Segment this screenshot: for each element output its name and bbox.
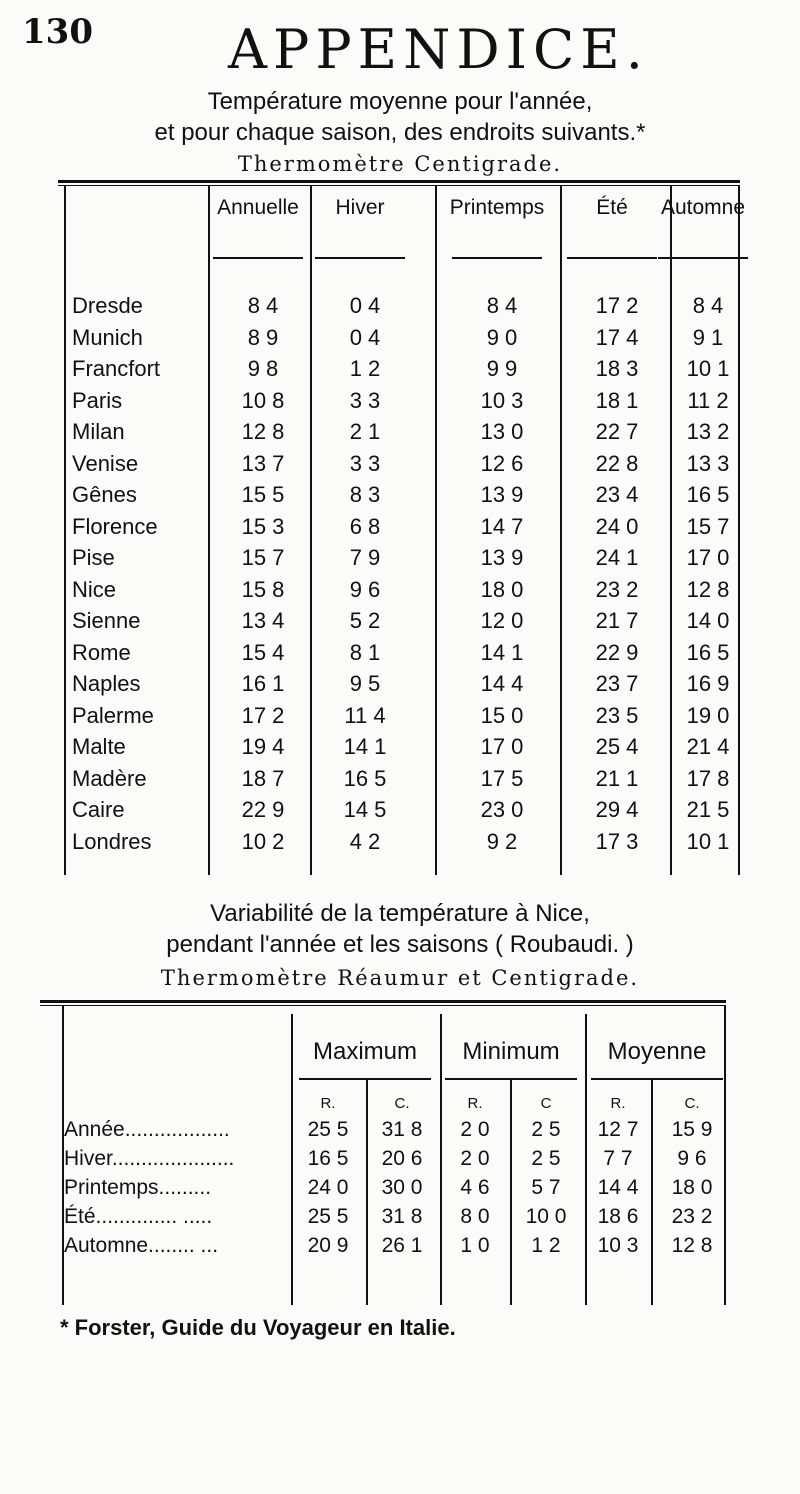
table1-city: Venise (72, 450, 139, 476)
table1-value: 29 4 (595, 797, 639, 822)
table1-header-3: Été (596, 196, 628, 219)
table1-value: 8 9 (247, 324, 279, 350)
table2-value: 23 2 (671, 1205, 713, 1228)
table1-city: Rome (72, 639, 131, 665)
table1-value: 12 8 (241, 419, 285, 444)
table2-row-label: Printemps......... (64, 1176, 212, 1199)
table1-value: 2 1 (349, 419, 381, 444)
table1-header-underline (658, 257, 748, 259)
table2-value: 20 6 (381, 1147, 423, 1170)
table1-value: 4 2 (349, 828, 381, 854)
table1-value: 16 5 (686, 639, 730, 665)
table1-header-underline (315, 257, 405, 259)
table1-caption-line2: et pour chaque saison, des endroits suivants.* (154, 119, 646, 146)
table1-value: 9 1 (692, 324, 724, 350)
table1-value: 22 8 (595, 450, 639, 476)
table2-group-underline (591, 1078, 723, 1080)
table1-value: 5 2 (349, 608, 381, 633)
table1-header-underline (567, 257, 657, 259)
table2-value: 31 8 (381, 1205, 423, 1228)
table1-city: Dresde (72, 293, 143, 318)
table2-value: 31 8 (381, 1118, 423, 1141)
table2-subheader: C. (394, 1095, 410, 1112)
table1-value: 18 0 (480, 576, 524, 602)
table1-value: 17 2 (595, 293, 639, 318)
table1-value: 13 0 (480, 419, 524, 444)
table1-city: Naples (72, 671, 141, 696)
table1-value: 15 3 (241, 513, 285, 539)
table1-column-rule (208, 185, 210, 875)
table1-header-0: Annuelle (217, 196, 299, 219)
table1-column-rule (560, 185, 562, 875)
table1-value: 21 1 (595, 765, 639, 791)
table1-header-underline (452, 257, 542, 259)
table1-header-2: Printemps (449, 196, 545, 219)
table1-value: 1 2 (349, 356, 381, 381)
table1-value: 8 4 (692, 293, 724, 318)
table2-subheader: C. (684, 1095, 700, 1112)
table2-value: 1 2 (531, 1234, 561, 1257)
table1-value: 10 3 (480, 387, 524, 413)
table2-row-label: Automne........ ... (64, 1234, 219, 1257)
table1-value: 10 1 (686, 356, 730, 381)
table1-value: 22 9 (595, 639, 639, 665)
table1-value: 18 7 (241, 765, 285, 791)
table1-caption-line1: Température moyenne pour l'année, (207, 88, 593, 115)
table1-value: 13 4 (241, 608, 285, 633)
table2-caption-line2: pendant l'année et les saisons ( Roubaudi. ) (166, 931, 634, 958)
table2-value: 2 0 (460, 1147, 490, 1170)
table1-value: 13 2 (686, 419, 730, 444)
table1-value: 13 3 (686, 450, 730, 476)
table1-value: 17 3 (595, 828, 639, 854)
table1-value: 22 7 (595, 419, 639, 444)
table1-value: 16 5 (686, 482, 730, 507)
table1-city: Londres (72, 828, 152, 854)
table1-city: Nice (72, 576, 117, 602)
table2-value: 10 0 (525, 1205, 567, 1228)
table1-header-1: Hiver (335, 196, 385, 219)
table2-value: 25 5 (307, 1205, 349, 1228)
table1-value: 19 4 (241, 734, 285, 759)
table1-thermometer: Thermomètre Centigrade. (237, 152, 563, 176)
table1-value: 24 0 (595, 513, 639, 539)
table2-row-label: Hiver..................... (64, 1147, 235, 1170)
table2-subheader: C (540, 1095, 552, 1112)
table2-value: 8 0 (460, 1205, 490, 1228)
table1-value: 15 8 (241, 576, 285, 602)
table1-value: 23 2 (595, 576, 639, 602)
table1-city: Caire (72, 797, 125, 822)
table1-left-border (64, 185, 66, 875)
table2-value: 10 3 (597, 1234, 639, 1257)
table2-caption-line1: Variabilité de la température à Nice, (210, 900, 590, 927)
table1-value: 0 4 (349, 293, 381, 318)
table1-value: 14 1 (480, 639, 524, 665)
table1-value: 15 4 (241, 639, 285, 665)
table1-value: 23 7 (595, 671, 639, 696)
table2-value: 2 5 (531, 1147, 561, 1170)
table2-group-header-1: Minimum (462, 1038, 560, 1065)
table1-value: 8 3 (349, 482, 381, 507)
table1-header-4: Automne (660, 196, 746, 219)
table2-value: 2 0 (460, 1118, 490, 1141)
table2-top-rule (40, 1000, 726, 1003)
table2-value: 14 4 (597, 1176, 639, 1199)
table1-city: Gênes (72, 482, 137, 507)
table1-city: Francfort (72, 356, 161, 381)
table1-value: 8 1 (349, 639, 381, 665)
table1-value: 19 0 (686, 702, 730, 728)
table1-city: Munich (72, 324, 143, 350)
table1-top-rule-thin (58, 185, 740, 186)
table2-value: 15 9 (671, 1118, 713, 1141)
table1-value: 13 9 (480, 482, 524, 507)
table2-value: 5 7 (531, 1176, 561, 1199)
running-head: APPENDICE. (228, 18, 649, 81)
table2-value: 20 9 (307, 1234, 349, 1257)
table2-thermometer: Thermomètre Réaumur et Centigrade. (160, 966, 640, 990)
table2-value: 25 5 (307, 1118, 349, 1141)
table1-value: 11 4 (344, 702, 386, 728)
table2-row-label: Année.................. (64, 1118, 230, 1141)
table1-column-rule (310, 185, 312, 875)
table1-value: 23 4 (595, 482, 639, 507)
table1-city: Milan (72, 419, 125, 444)
table2-group-header-0: Maximum (312, 1038, 417, 1065)
table1-column-rule (435, 185, 437, 875)
table1-value: 16 1 (241, 671, 285, 696)
table1-value: 9 2 (486, 828, 518, 854)
table1-value: 14 4 (480, 671, 524, 696)
table2-subheader: R. (467, 1095, 483, 1112)
table2-group-underline (299, 1078, 431, 1080)
table1-city: Madère (72, 765, 147, 791)
table2-group-header-2: Moyenne (607, 1038, 707, 1065)
table2-top-rule-thin (40, 1005, 726, 1006)
table2-value: 4 6 (460, 1176, 490, 1199)
table1-value: 23 5 (595, 702, 639, 728)
table1-header-underline (213, 257, 303, 259)
table1-value: 7 9 (349, 545, 381, 570)
table1-value: 9 0 (486, 324, 518, 350)
table1-city: Sienne (72, 608, 141, 633)
table1-value: 22 9 (241, 797, 285, 822)
table2-row-label: Été.............. ..... (64, 1205, 213, 1228)
table1-value: 15 5 (241, 482, 285, 507)
table1-value: 25 4 (595, 734, 639, 759)
table2-value: 12 7 (597, 1118, 639, 1141)
table2-value: 7 7 (603, 1147, 633, 1170)
table2-value: 1 0 (460, 1234, 490, 1257)
table1-value: 12 0 (480, 608, 524, 633)
table2-value: 26 1 (381, 1234, 423, 1257)
table1-value: 23 0 (480, 797, 524, 822)
table1-value: 17 5 (480, 765, 524, 791)
table2-value: 18 6 (597, 1205, 639, 1228)
table1-value: 14 0 (686, 608, 730, 633)
table1-value: 21 7 (595, 608, 639, 633)
table1-value: 17 0 (686, 545, 730, 570)
table1-value: 9 9 (486, 356, 518, 381)
table2-value: 2 5 (531, 1118, 561, 1141)
table1-value: 18 1 (595, 387, 639, 413)
table1-value: 18 3 (595, 356, 639, 381)
table1-value: 14 7 (480, 513, 524, 539)
table1-value: 24 1 (595, 545, 639, 570)
table2-value: 16 5 (307, 1147, 349, 1170)
table2-value: 30 0 (381, 1176, 423, 1199)
table1-value: 6 8 (349, 513, 381, 539)
table1-value: 17 4 (595, 324, 639, 350)
table2-value: 9 6 (677, 1147, 707, 1170)
table1-value: 16 5 (343, 765, 387, 791)
table1-value: 9 5 (349, 671, 381, 696)
table1-value: 10 8 (241, 387, 285, 413)
table1-value: 15 0 (480, 702, 524, 728)
table1-value: 12 6 (480, 450, 524, 476)
table1-city: Pise (72, 545, 115, 570)
table1-value: 15 7 (241, 545, 285, 570)
table1-value: 8 4 (486, 293, 518, 318)
table1-city: Florence (72, 513, 158, 539)
table1-value: 9 6 (349, 576, 381, 602)
table1-value: 10 2 (241, 828, 285, 854)
table1-value: 14 1 (343, 734, 387, 759)
table1-value: 11 2 (687, 387, 729, 413)
table1-value: 15 7 (686, 513, 730, 539)
table1-value: 8 4 (247, 293, 279, 318)
table1-city: Malte (72, 734, 126, 759)
table1-value: 17 0 (480, 734, 524, 759)
table1-value: 0 4 (349, 324, 381, 350)
table2-subheader: R. (610, 1095, 626, 1112)
table1-value: 16 9 (686, 671, 730, 696)
table1-value: 17 8 (686, 765, 730, 791)
table1-value: 21 4 (686, 734, 730, 759)
table1-value: 21 5 (686, 797, 730, 822)
footnote: * Forster, Guide du Voyageur en Italie. (60, 1315, 456, 1340)
table1-value: 17 2 (241, 702, 285, 728)
table1-city: Paris (72, 387, 123, 413)
table1-value: 13 9 (480, 545, 524, 570)
table2-value: 18 0 (671, 1176, 713, 1199)
table1-city: Palerme (72, 702, 154, 728)
table1-value: 12 8 (686, 576, 730, 602)
table2-group-underline (445, 1078, 577, 1080)
table1-top-rule (58, 180, 740, 183)
page-number: 130 (22, 12, 93, 52)
table1-value: 3 3 (349, 450, 381, 476)
table2-value: 12 8 (671, 1234, 713, 1257)
table1-value: 14 5 (343, 797, 387, 822)
table1-value: 3 3 (349, 387, 381, 413)
table2-subheader: R. (320, 1095, 336, 1112)
table1-value: 10 1 (686, 828, 730, 854)
table1-value: 13 7 (241, 450, 285, 476)
table1-value: 9 8 (247, 356, 279, 381)
table2-value: 24 0 (307, 1176, 349, 1199)
